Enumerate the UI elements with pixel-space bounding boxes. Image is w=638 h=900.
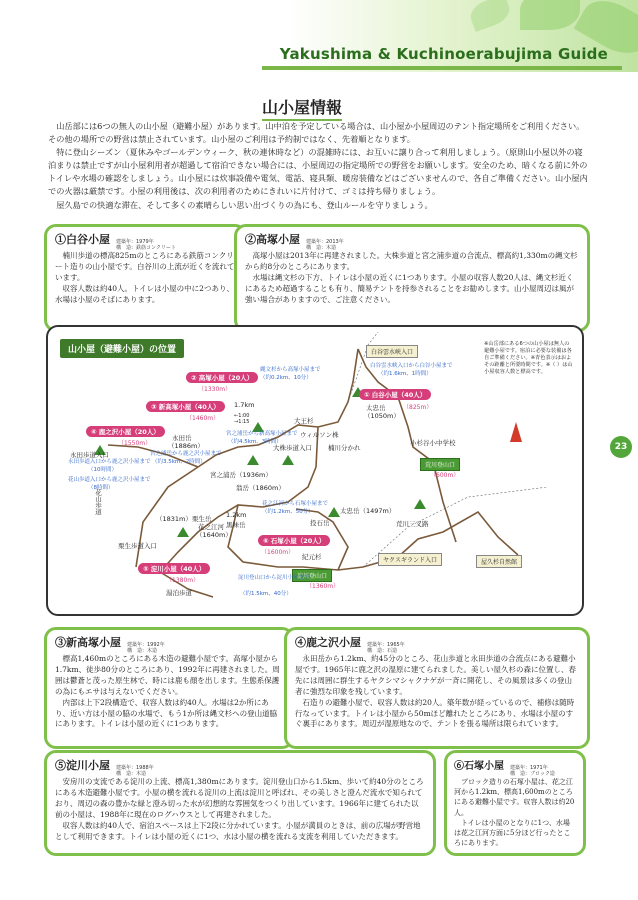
- intro-paragraph: 山岳部には6つの無人の山小屋（避難小屋）があります。山中泊を予定している場合は、山小屋か小屋周辺のテント指定場所をご利用ください。その他の場所での野営は禁止されています。山小屋のご利用は予約制ではなく、先着順となります。: [48, 121, 585, 145]
- map-hut-elevation: （1600m）: [261, 549, 295, 556]
- place-label: （1050m）: [364, 412, 400, 420]
- route-info: （約3.5km、2時間）: [152, 459, 206, 465]
- hut-text: トイレは小屋のとなりに1つ、水場は花之江河方面に5分ほど行ったところにあります。: [454, 818, 571, 848]
- build-year: 建築年：1971年: [510, 765, 548, 771]
- hut-heading: [55, 634, 283, 654]
- hut-name: ⑥石塚小屋: [454, 761, 504, 772]
- map-hut-shikanosawa: ④ 鹿之沢小屋（20人）: [86, 426, 165, 437]
- route-time: →1:15: [234, 419, 250, 425]
- hut-location-map: [46, 325, 584, 616]
- route-distance: 1.2km: [226, 511, 247, 519]
- build-year: 建築年：1988年: [116, 765, 154, 771]
- map-hut-shiratani: ① 白谷小屋（40人）: [359, 389, 431, 400]
- place-label: 翁岳（1860m）: [236, 484, 285, 492]
- map-hut-elevation: （1460m）: [186, 415, 220, 422]
- intro-paragraph: 屋久島での快適な滞在、そして多くの素晴らしい思い出づくりの為にも、登山ルールを守りましょう。: [56, 199, 433, 210]
- peak-icon: [328, 507, 340, 517]
- hut-text: 水場は縄文杉の下方、トイレは小屋の近くに1つあります。小屋の収容人数20人は、縄文杉近くにあるため超過することも有り、簡易テントを持参されることをお勧めします。山小屋周辺は風が強い場合がありますので、ご注意ください。: [245, 272, 575, 304]
- trailhead-elevation: （1360m）: [306, 583, 340, 590]
- peak-icon: [414, 499, 426, 509]
- place-label: 花山歩道: [94, 489, 102, 515]
- hut-text: ブロック造りの石塚小屋は、花之江河から1.2km、標高1,600mのところにある避難小屋です。収容人数は約20人。: [454, 778, 575, 817]
- place-label: ウィルソン株: [300, 431, 339, 439]
- route-info: 宮之浦岳から新高塚小屋まで: [226, 431, 298, 437]
- trailhead-shiratani: 白谷雲水峡入口: [366, 345, 418, 358]
- place-label: 宮之浦岳（1936m）: [210, 471, 272, 479]
- map-hut-elevation: （1550m）: [118, 440, 152, 447]
- hut-meta: [510, 765, 555, 777]
- place-label: 大王杉: [294, 417, 314, 425]
- route-info: （8時間）: [88, 485, 114, 491]
- place-label: 紀元杉: [302, 553, 322, 561]
- page-title: 山小屋情報: [262, 95, 342, 121]
- route-info: 花之江河から石塚小屋まで: [262, 501, 329, 507]
- structure: 構 造：木造: [116, 771, 147, 777]
- route-info: 宮之浦岳から鹿之沢小屋まで: [150, 451, 222, 457]
- hut-heading: [245, 231, 579, 251]
- hut-box-takatsuka: [234, 224, 590, 332]
- hut-name: ⑤淀川小屋: [55, 759, 110, 772]
- map-hut-shintakatsuka: ③ 新高塚小屋（40人）: [146, 401, 225, 412]
- route-info: 花山歩道入口から鹿之沢小屋まで: [68, 477, 151, 483]
- route-info: （約1.2km、50分）: [262, 509, 314, 515]
- route-info: 縄文杉から高塚小屋まで: [260, 367, 321, 373]
- structure: 構 造：鉄筋コンクリート: [116, 245, 176, 251]
- structure: 構 造：ブロック造: [510, 771, 555, 777]
- place-label: （1831m）栗生岳: [156, 515, 212, 523]
- hut-meta: [367, 642, 405, 654]
- trailhead-elevation: （600m）: [430, 472, 460, 479]
- north-arrow: [510, 422, 522, 442]
- hut-text: 安房川の支流である淀川の上流、標高1,380mにあります。淀川登山口から1.5km、歩いて約40分のところにある木造避難小屋です。小屋の横を流れる淀川の上流は淀川と呼ばれ、その美しさと澄んだ流水で知られており、周辺の森の豊かな緑と澄み切った水が幻想的な雰囲気をつくり出しています。1966年に建てられた以前の小屋は、1988年に現在のログハウスとして再建されました。: [55, 777, 424, 819]
- trailhead-yakusugiland: ヤクスギランド入口: [378, 553, 442, 566]
- map-title: 山小屋（避難小屋）の位置: [60, 339, 184, 358]
- trail-path: [398, 512, 518, 557]
- place-label: （1886m）: [168, 442, 204, 450]
- hut-text: 楠川歩道の標高825mのところにある鉄筋コンクリート造りの山小屋です。白谷川の上流が近くを流れています。: [55, 251, 235, 282]
- place-label: 湯泊歩道: [166, 589, 192, 597]
- map-hut-yodogawa: ⑤ 淀川小屋（40人）: [138, 563, 210, 574]
- build-year: 建築年：2013年: [306, 239, 344, 245]
- peak-icon: [247, 455, 259, 465]
- route-info: 淀川登山口から淀川小屋まで: [238, 575, 310, 581]
- build-year: 建築年：1965年: [367, 642, 405, 648]
- build-year: 建築年：1992年: [127, 642, 165, 648]
- structure: 構 造：石造: [367, 648, 398, 654]
- route-info: （約1.5km、40分）: [240, 591, 292, 597]
- place-label: 投石岳: [310, 519, 330, 527]
- hut-meta: [306, 239, 344, 251]
- map-hut-takatsuka: ② 高塚小屋（20人）: [186, 372, 258, 383]
- place-label: 太忠岳（1497m）: [340, 507, 396, 515]
- hut-text: 収容人数は約40人で、宿泊スペースは上下2段に分かれています。小屋が満員のときは、前の広場が野営地として利用できます。トイレは小屋の近くに1つ、水は小屋の横を流れる支流を利用していただきます。: [55, 820, 421, 841]
- place-label: 花之江河: [198, 523, 224, 531]
- place-label: 永田歩道入口: [70, 451, 109, 459]
- intro-text: [48, 120, 588, 212]
- hut-box-shintakatsuka: [44, 627, 294, 749]
- map-legend-note: ※山岳部にある6つの山小屋は無人の避難小屋です。宿泊に必要な装備は各自ご準備ください。※青色表示はおよその距離と所要時間です。※（ ）は山小屋収容人数と標高です。: [484, 341, 573, 375]
- hut-meta: [116, 239, 176, 251]
- place-label: 荒川三叉路: [396, 520, 429, 528]
- hut-name: ①白谷小屋: [55, 233, 110, 246]
- route-info: （10時間）: [88, 467, 117, 473]
- place-label: 太忠岳: [366, 404, 386, 412]
- guide-title: Yakushima & Kuchinoerabujima Guide: [279, 45, 608, 63]
- hut-box-ishizuka: [444, 750, 586, 856]
- hut-heading: [295, 634, 579, 654]
- hut-box-shikanosawa: [284, 627, 590, 749]
- header-divider: [262, 66, 622, 70]
- map-hut-elevation: （1380m）: [166, 577, 200, 584]
- hut-text: 内部は上下2段構造で、収容人数は約40人。水場は2か所にあり、近い方は小屋の脇の水場で、もう1か所は縄文杉への登山道脇にあります。トイレは小屋の近くに1つあります。: [55, 697, 278, 729]
- hut-text: 永田岳から1.2km、約45分のところ、花山歩道と永田歩道の合流点にある避難小屋です。1965年に鹿之沢の湿原に建てられました。美しい屋久杉の森に位置し、春先には周囲に群生するヤクシマシャクナゲが一斉に開花し、その風景は多くの登山者に強烈な印象を残しています。: [295, 654, 576, 696]
- route-time: ←1:00: [234, 413, 250, 419]
- place-label: 栗生歩道入口: [118, 542, 157, 550]
- hut-box-yodogawa: [44, 750, 436, 856]
- hut-name: ④鹿之沢小屋: [295, 636, 361, 649]
- place-label: 黒味岳: [226, 521, 246, 529]
- peak-icon: [177, 527, 189, 537]
- map-hut-elevation: （825m）: [403, 404, 433, 411]
- peak-icon: [282, 455, 294, 465]
- structure: 構 造：木造: [306, 245, 337, 251]
- page-number: 23: [610, 436, 632, 458]
- hut-meta: [116, 765, 154, 777]
- hut-name: ②高塚小屋: [245, 233, 300, 246]
- intro-paragraph: 特に登山シーズン（夏休みやゴールデンウィーク、秋の連休時など）の混雑時には、お互いに譲り合って利用しましょう。（原則山小屋以外の寝泊まりは禁止ですが山小屋利用者が超過して宿泊できない場合には、小屋周辺の指定場所での野営をお願いします。安全のため、暗くなる前に外のトイレや水場の確認をしましょう。山小屋には炊事設備や電気、電話、寝具類、暖房装備などはございませんので、各自ご準備ください。山小屋内での火器は厳禁です。小屋の利用後は、次の利用者のためにきれいに片付けて、ゴミは持ち帰りましょう。: [48, 147, 588, 197]
- route-info: 永田歩道入口から鹿之沢小屋まで: [68, 459, 151, 465]
- place-label: 大株歩道入口: [273, 444, 312, 452]
- place-label: （1640m）: [196, 531, 232, 539]
- place-label: 小杉谷小中学校: [410, 439, 456, 447]
- place-label: 永田岳: [172, 434, 192, 442]
- route-info: （約0.2km、10分）: [260, 375, 312, 381]
- hut-heading: [55, 757, 425, 777]
- trailhead-museum: 屋久杉自然館: [476, 555, 522, 568]
- hut-heading: [55, 231, 236, 251]
- route-info: （約4.5km、3時間）: [228, 439, 282, 445]
- place-label: 楠川分かれ: [328, 444, 361, 452]
- hut-text: 石造りの避難小屋で、収容人数は約20人。築年数が経っているので、補修は随時行なっています。トイレは小屋から50mほど離れたところにあり、水場は小屋のすぐ裏手にあります。周辺が湿原地なので、テントを張る場所は限られています。: [295, 697, 575, 729]
- build-year: 建築年：1979年: [116, 239, 154, 245]
- structure: 構 造：木造: [127, 648, 158, 654]
- route-info: （約1.6km、1時間）: [378, 371, 432, 377]
- map-hut-ishizuka: ⑥ 石塚小屋（20人）: [258, 535, 330, 546]
- hut-heading: [454, 757, 576, 777]
- trailhead-yodogawa: 淀川登山口: [292, 569, 332, 582]
- hut-text: 高塚小屋は2013年に再建されました。大株歩道と宮之浦歩道の合流点、標高約1,330mの縄文杉から約8分のところにあります。: [245, 251, 578, 271]
- hut-text: 収容人数は約40人。トイレは小屋の中に2つあり、水場は小屋のそばにあります。: [55, 283, 234, 304]
- hut-name: ③新高塚小屋: [55, 636, 121, 649]
- hut-box-shiratani: [44, 224, 247, 332]
- trailhead-arakawa: 荒川登山口: [420, 458, 460, 471]
- route-distance: 1.7km: [234, 401, 255, 409]
- hut-text: 標高1,460mのところにある木造の避難小屋です。高塚小屋から1.7km、徒歩80分のところにあり、1992年に再建されました。周囲は鬱蒼と茂った原生林で、時には鹿も顔を出します。生態系保護の為にもエサは与えないでください。: [55, 654, 280, 696]
- map-hut-elevation: （1330m）: [198, 386, 232, 393]
- hut-meta: [127, 642, 165, 654]
- route-info: 白谷雲水峡入口から白谷小屋まで: [370, 363, 453, 369]
